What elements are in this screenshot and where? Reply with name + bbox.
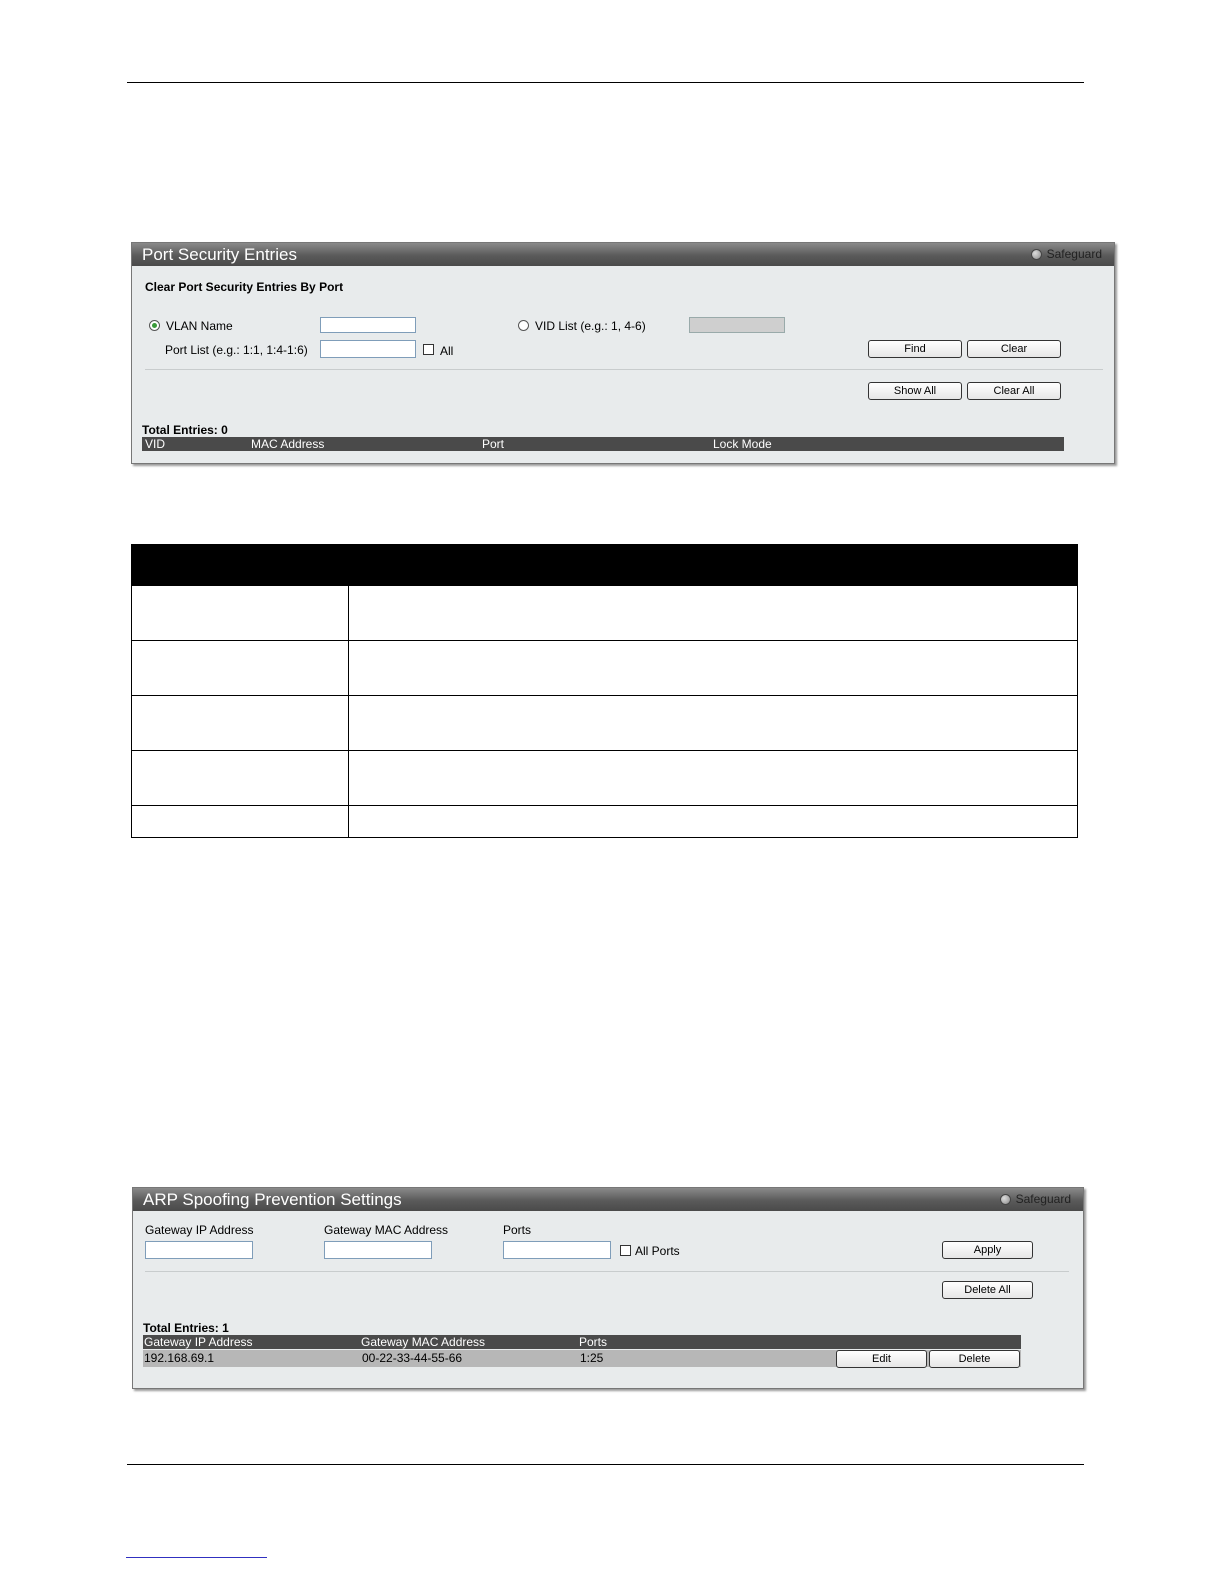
total-entries: Total Entries: 1 bbox=[143, 1321, 229, 1335]
vid-list-input[interactable] bbox=[689, 317, 785, 333]
vlan-name-radio[interactable] bbox=[149, 320, 160, 331]
gateway-ip-label: Gateway IP Address bbox=[145, 1223, 254, 1237]
all-ports-label: All Ports bbox=[635, 1244, 680, 1258]
clear-all-button[interactable]: Clear All bbox=[967, 382, 1061, 400]
safeguard-label: Safeguard bbox=[1015, 1192, 1071, 1206]
port-list-label: Port List (e.g.: 1:1, 1:4-1:6) bbox=[165, 343, 308, 357]
total-entries: Total Entries: 0 bbox=[142, 423, 228, 437]
vid-list-label: VID List (e.g.: 1, 4-6) bbox=[535, 319, 646, 333]
clear-button[interactable]: Clear bbox=[967, 340, 1061, 358]
delete-button[interactable]: Delete bbox=[929, 1350, 1020, 1368]
ports-input[interactable] bbox=[503, 1241, 611, 1259]
header-rule bbox=[127, 82, 1084, 83]
edit-button[interactable]: Edit bbox=[836, 1350, 927, 1368]
ports-cell: 1:25 bbox=[580, 1351, 604, 1365]
table-header bbox=[142, 437, 1064, 451]
footer-rule bbox=[127, 1464, 1084, 1465]
all-ports-checkbox[interactable] bbox=[620, 1245, 631, 1256]
table-row bbox=[132, 806, 1078, 838]
panel-title bbox=[132, 243, 1114, 266]
show-all-button[interactable]: Show All bbox=[868, 382, 962, 400]
separator bbox=[145, 1271, 1069, 1272]
table-row bbox=[132, 751, 1078, 806]
table-header bbox=[143, 1335, 1021, 1349]
apply-button[interactable]: Apply bbox=[942, 1241, 1033, 1259]
panel-title-text: ARP Spoofing Prevention Settings bbox=[143, 1190, 402, 1209]
vid-list-radio[interactable] bbox=[518, 320, 529, 331]
port-list-input[interactable] bbox=[320, 340, 416, 358]
column-header: MAC Address bbox=[251, 437, 325, 451]
column-header: Ports bbox=[579, 1335, 608, 1349]
table-row bbox=[132, 696, 1078, 751]
section-title: Clear Port Security Entries By Port bbox=[145, 280, 344, 294]
column-header: Lock Mode bbox=[713, 437, 772, 451]
table-header-row bbox=[132, 545, 1078, 586]
gateway-ip-cell: 192.168.69.1 bbox=[144, 1351, 215, 1365]
separator bbox=[145, 369, 1103, 370]
safeguard-label: Safeguard bbox=[1046, 247, 1102, 261]
all-label: All bbox=[440, 344, 454, 358]
parameter-description-table bbox=[131, 544, 1078, 838]
column-header: Port bbox=[482, 437, 505, 451]
footnote-rule bbox=[126, 1557, 267, 1558]
table-row bbox=[132, 586, 1078, 641]
vlan-name-input[interactable] bbox=[320, 317, 416, 333]
safeguard-led-icon bbox=[1031, 249, 1042, 260]
panel-title bbox=[133, 1188, 1083, 1211]
delete-all-button[interactable]: Delete All bbox=[942, 1281, 1033, 1299]
panel-title-text: Port Security Entries bbox=[142, 245, 297, 264]
column-header: VID bbox=[145, 437, 166, 451]
column-header: Gateway MAC Address bbox=[361, 1335, 486, 1349]
table-row bbox=[132, 641, 1078, 696]
all-ports-checkbox[interactable] bbox=[423, 344, 434, 355]
gateway-mac-cell: 00-22-33-44-55-66 bbox=[362, 1351, 463, 1365]
safeguard-indicator bbox=[1031, 243, 1102, 266]
find-button[interactable]: Find bbox=[868, 340, 962, 358]
column-header: Gateway IP Address bbox=[144, 1335, 253, 1349]
gateway-ip-input[interactable] bbox=[145, 1241, 253, 1259]
safeguard-led-icon bbox=[1000, 1194, 1011, 1205]
ports-label: Ports bbox=[503, 1223, 532, 1237]
port-security-panel bbox=[131, 242, 1115, 464]
gateway-mac-label: Gateway MAC Address bbox=[324, 1223, 449, 1237]
safeguard-indicator bbox=[1000, 1188, 1071, 1211]
arp-spoofing-panel bbox=[132, 1187, 1084, 1389]
gateway-mac-input[interactable] bbox=[324, 1241, 432, 1259]
vlan-name-label: VLAN Name bbox=[166, 319, 233, 333]
